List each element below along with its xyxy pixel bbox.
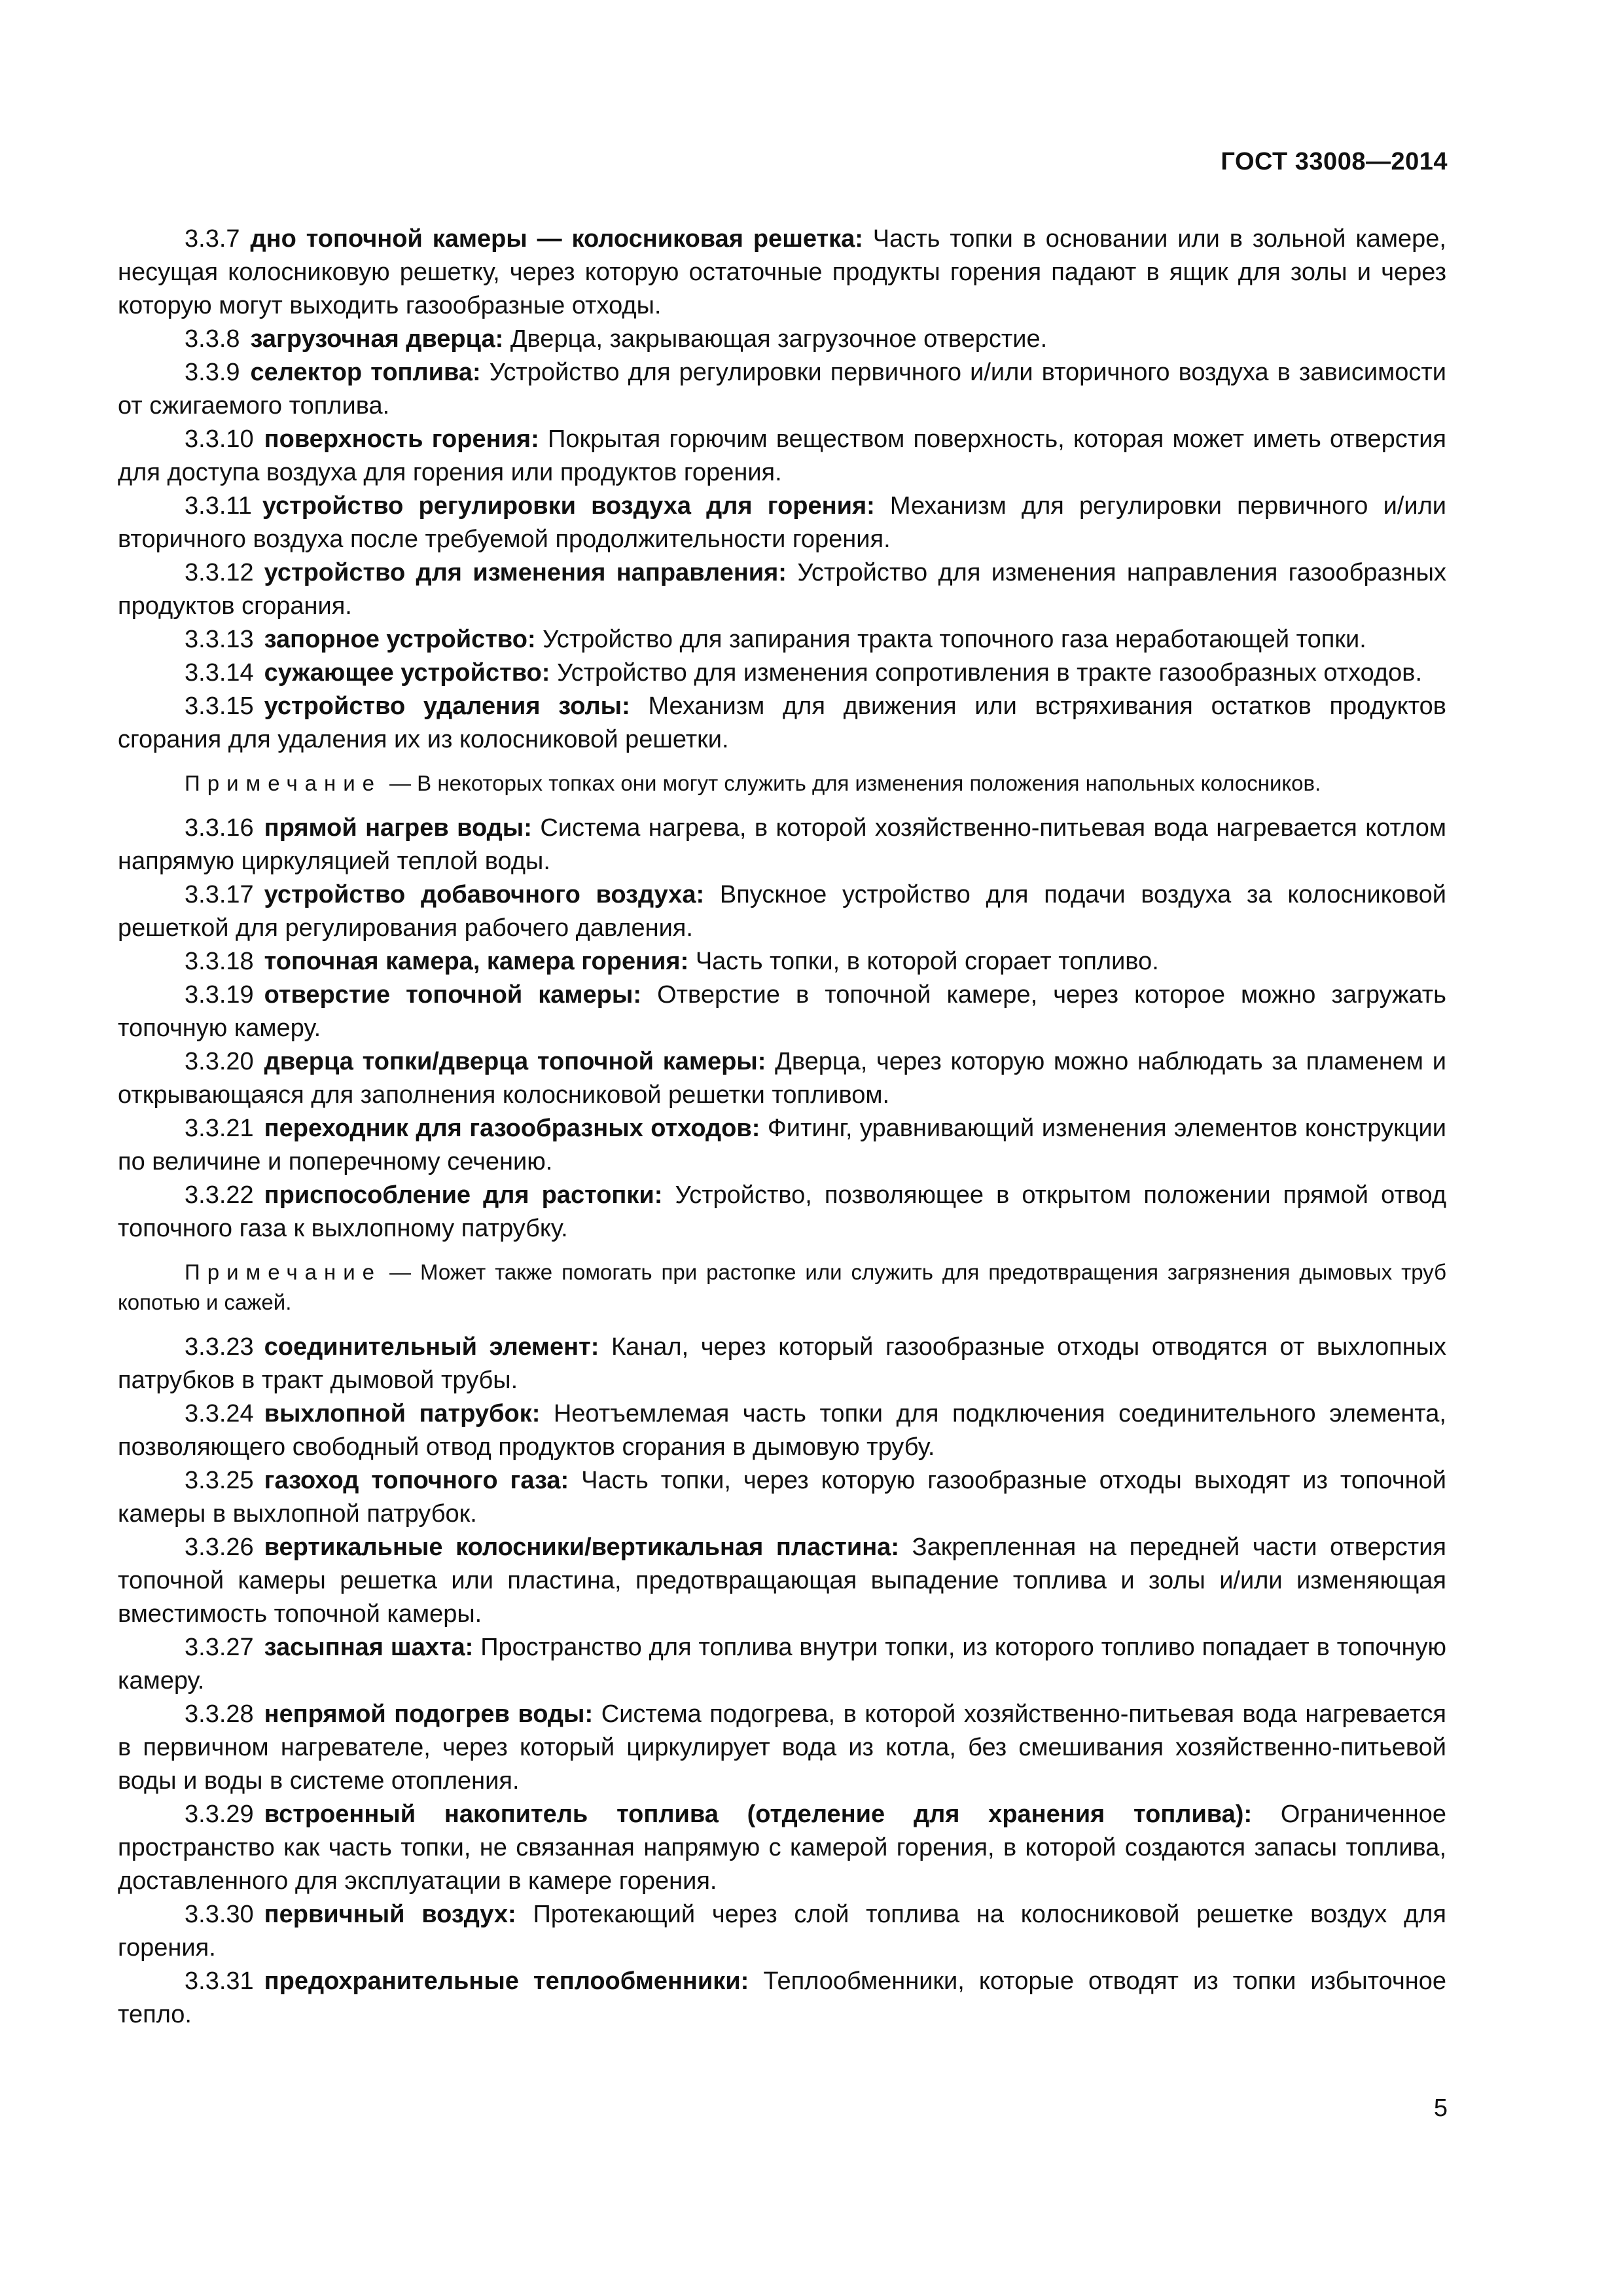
- page-number: 5: [1433, 2094, 1448, 2122]
- definition-text: Устройство для запирания тракта топочного газа неработающей топки.: [543, 626, 1366, 653]
- clause-number: 3.3.8: [185, 325, 240, 353]
- definition-text: Фитинг, уравнивающий изменения элементов конструкции по величине и поперечному сечению.: [118, 1115, 1447, 1175]
- term: устройство регулировки воздуха для горения:: [262, 492, 875, 520]
- term: газоход топочного газа:: [264, 1467, 569, 1494]
- term: топочная камера, камера горения:: [264, 948, 689, 975]
- definition-entry: [118, 1464, 1446, 1531]
- term: устройство для изменения направления:: [264, 559, 787, 586]
- definition-entry: [118, 878, 1446, 945]
- definition-text: Канал, через который газообразные отходы отводятся от выхлопных патрубков в тракт дымовой трубы.: [118, 1333, 1446, 1394]
- clause-number: 3.3.9: [185, 359, 240, 386]
- note: [118, 768, 1446, 798]
- definition-entry: [118, 1898, 1446, 1965]
- term: выхлопной патрубок:: [264, 1400, 541, 1427]
- definition-entry: [118, 1331, 1446, 1397]
- term: вертикальные колосники/вертикальная пластина:: [264, 1534, 899, 1561]
- note-label: Примечание: [185, 771, 382, 795]
- clause-number: 3.3.17: [185, 881, 254, 908]
- clause-number: 3.3.24: [185, 1400, 254, 1427]
- note-text: — В некоторых топках они могут служить для изменения положения напольных колосников.: [389, 771, 1321, 795]
- term: поверхность горения:: [264, 425, 539, 453]
- definition-entry: [118, 423, 1446, 490]
- clause-number: 3.3.14: [185, 659, 254, 687]
- definition-text: Механизм для регулировки первичного и/или вторичного воздуха после требуемой продолжительности горения.: [118, 492, 1446, 553]
- clause-number: 3.3.27: [185, 1634, 254, 1661]
- clause-number: 3.3.10: [185, 425, 254, 453]
- term: засыпная шахта:: [264, 1634, 474, 1661]
- term: предохранительные теплообменники:: [264, 1967, 749, 1995]
- term: устройство добавочного воздуха:: [264, 881, 705, 908]
- definition-entry: [118, 1965, 1446, 2032]
- definition-text: Отверстие в топочной камере, через которое можно загружать топочную камеру.: [118, 981, 1446, 1042]
- definition-entry: [118, 1045, 1446, 1112]
- term: отверстие топочной камеры:: [264, 981, 641, 1009]
- definition-text: Механизм для движения или встряхивания остатков продуктов сгорания для удаления их из колосниковой решетки.: [118, 692, 1446, 753]
- definition-entry: [118, 1397, 1446, 1464]
- clause-number: 3.3.12: [185, 559, 254, 586]
- clause-number: 3.3.21: [185, 1115, 254, 1142]
- term: прямой нагрев воды:: [264, 814, 532, 842]
- definition-text: Устройство для изменения сопротивления в тракте газообразных отходов.: [557, 659, 1423, 687]
- clause-number: 3.3.31: [185, 1967, 254, 1995]
- term: встроенный накопитель топлива (отделение для хранения топлива):: [264, 1801, 1253, 1828]
- definition-text: Система подогрева, в которой хозяйственно-питьевая вода нагревается в первичном нагревателе, через который циркулирует вода из котла, без смешивания хозяйственно-питьевой воды и воды в системе отопления.: [118, 1700, 1447, 1795]
- definition-entry: [118, 1631, 1446, 1698]
- clause-number: 3.3.26: [185, 1534, 254, 1561]
- definition-text: Дверца, через которую можно наблюдать за пламенем и открывающаяся для заполнения колосниковой решетки топливом.: [118, 1048, 1446, 1109]
- term: переходник для газообразных отходов:: [264, 1115, 760, 1142]
- clause-number: 3.3.20: [185, 1048, 254, 1075]
- definition-entry: [118, 623, 1446, 656]
- definition-text: Устройство для регулировки первичного и/или вторичного воздуха в зависимости от сжигаемого топлива.: [118, 359, 1446, 420]
- clause-number: 3.3.23: [185, 1333, 254, 1361]
- definition-entry: [118, 490, 1446, 556]
- term: сужающее устройство:: [264, 659, 550, 687]
- definition-entry: [118, 323, 1446, 356]
- note: [118, 1257, 1446, 1318]
- term: дверца топки/дверца топочной камеры:: [264, 1048, 766, 1075]
- term: приспособление для растопки:: [264, 1181, 663, 1209]
- clause-number: 3.3.16: [185, 814, 254, 842]
- clause-number: 3.3.19: [185, 981, 254, 1009]
- term: соединительный элемент:: [264, 1333, 599, 1361]
- definition-entry: [118, 945, 1446, 978]
- document-code-header: ГОСТ 33008—2014: [1221, 148, 1448, 175]
- definition-entry: [118, 1179, 1446, 1246]
- term: непрямой подогрев воды:: [264, 1700, 594, 1728]
- definition-text: Дверца, закрывающая загрузочное отверстие.: [510, 325, 1048, 353]
- definition-text: Протекающий через слой топлива на колосниковой решетке воздух для горения.: [118, 1901, 1446, 1962]
- clause-number: 3.3.25: [185, 1467, 254, 1494]
- definition-text: Часть топки, через которую газообразные отходы выходят из топочной камеры в выхлопной патрубок.: [118, 1467, 1446, 1528]
- definition-entry: [118, 223, 1446, 323]
- clause-number: 3.3.30: [185, 1901, 254, 1928]
- term: селектор топлива:: [250, 359, 481, 386]
- definition-text: Устройство для изменения направления газообразных продуктов сгорания.: [118, 559, 1446, 620]
- clause-number: 3.3.22: [185, 1181, 254, 1209]
- term: запорное устройство:: [264, 626, 536, 653]
- definition-entry: [118, 1112, 1446, 1179]
- clause-number: 3.3.11: [185, 492, 252, 520]
- definition-text: Впускное устройство для подачи воздуха за колосниковой решеткой для регулирования рабочего давления.: [118, 881, 1446, 942]
- definition-entry: [118, 1698, 1446, 1798]
- definition-entry: [118, 978, 1446, 1045]
- clause-number: 3.3.29: [185, 1801, 254, 1828]
- clause-number: 3.3.15: [185, 692, 254, 720]
- definition-text: Теплообменники, которые отводят из топки избыточное тепло.: [118, 1967, 1447, 2028]
- term: загрузочная дверца:: [250, 325, 504, 353]
- definition-entry: [118, 1531, 1446, 1631]
- definitions-section: [118, 223, 1446, 2032]
- definition-text: Ограниченное пространство как часть топки, не связанная напрямую с камерой горения, в которой создаются запасы топлива, доставленного для эксплуатации в камере горения.: [118, 1801, 1446, 1895]
- definition-entry: [118, 812, 1446, 878]
- clause-number: 3.3.7: [185, 225, 240, 253]
- note-label: Примечание: [185, 1260, 382, 1284]
- definition-text: Пространство для топлива внутри топки, из которого топливо попадает в топочную камеру.: [118, 1634, 1446, 1695]
- clause-number: 3.3.28: [185, 1700, 254, 1728]
- definition-text: Покрытая горючим веществом поверхность, которая может иметь отверстия для доступа воздуха для горения или продуктов горения.: [118, 425, 1446, 486]
- definition-text: Устройство, позволяющее в открытом положении прямой отвод топочного газа к выхлопному патрубку.: [118, 1181, 1447, 1242]
- definition-text: Система нагрева, в которой хозяйственно-питьевая вода нагревается котлом напрямую циркуляцией теплой воды.: [118, 814, 1446, 875]
- clause-number: 3.3.18: [185, 948, 254, 975]
- definition-text: Неотъемлемая часть топки для подключения соединительного элемента, позволяющего свободный отвод продуктов сгорания в дымовую трубу.: [118, 1400, 1446, 1461]
- note-text: — Может также помогать при растопке или служить для предотвращения загрязнения дымовых труб копотью и сажей.: [118, 1260, 1446, 1314]
- definition-entry: [118, 656, 1446, 690]
- definition-entry: [118, 356, 1446, 423]
- definition-entry: [118, 690, 1446, 757]
- term: первичный воздух:: [264, 1901, 516, 1928]
- definition-entry: [118, 1798, 1446, 1898]
- definition-entry: [118, 556, 1446, 623]
- clause-number: 3.3.13: [185, 626, 254, 653]
- definition-text: Часть топки в основании или в зольной камере, несущая колосниковую решетку, через которую остаточные продукты горения падают в ящик для золы и через которую могут выходить газообразные отходы.: [118, 225, 1446, 319]
- term: дно топочной камеры — колосниковая решетка:: [250, 225, 863, 253]
- term: устройство удаления золы:: [264, 692, 630, 720]
- definition-text: Часть топки, в которой сгорает топливо.: [695, 948, 1159, 975]
- definition-text: Закрепленная на передней части отверстия топочной камеры решетка или пластина, предотвращающая выпадение топлива и золы и/или изменяющая вместимость топочной камеры.: [118, 1534, 1447, 1628]
